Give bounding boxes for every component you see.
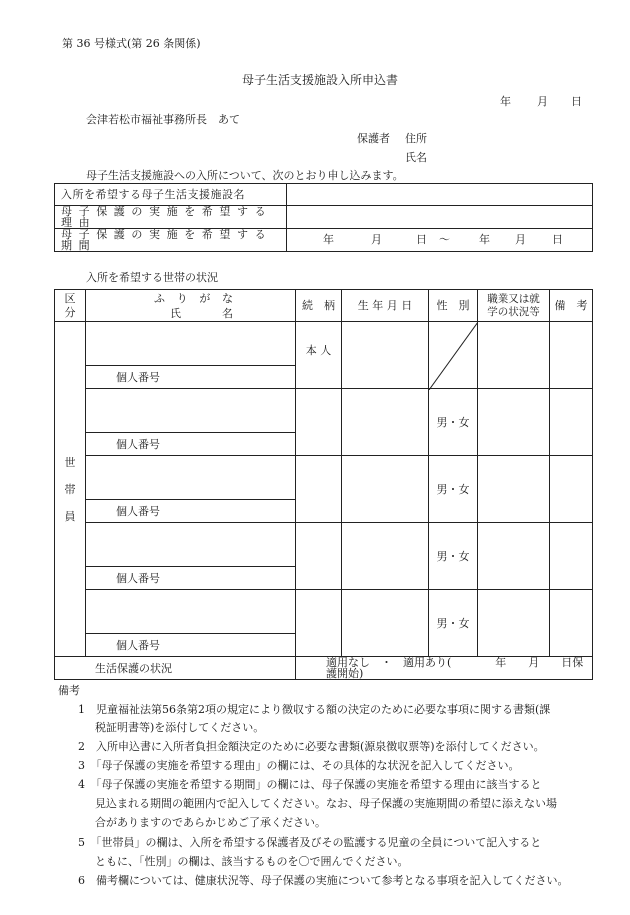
member-row — [55, 590, 593, 634]
name-field[interactable] — [86, 389, 296, 433]
job-field[interactable] — [478, 389, 550, 456]
furigana-char: が — [199, 291, 211, 305]
kojin-bango-label: 個人番号 — [86, 567, 296, 590]
remarks-field[interactable] — [550, 590, 593, 657]
job-header — [478, 290, 550, 322]
facility-field[interactable] — [287, 184, 593, 206]
note-line: 見込まれる期間の範囲内で記入してください。なお、母子保護の実施期間の希望に添えない場 — [95, 797, 557, 810]
household-table — [54, 289, 593, 680]
welfare-row — [55, 657, 593, 680]
name-label: 氏名 — [405, 151, 427, 164]
birth-field[interactable] — [342, 322, 429, 389]
remarks-field[interactable] — [550, 389, 593, 456]
shimei-char: 氏 — [170, 306, 181, 320]
shimei-char: 名 — [222, 306, 233, 320]
birth-field[interactable] — [342, 389, 429, 456]
zokugara-field[interactable] — [296, 389, 342, 456]
address-label: 住所 — [405, 132, 427, 145]
reason-row — [55, 206, 593, 229]
kubun-1: 区 — [64, 292, 76, 305]
welfare-value[interactable]: 適用なし ・ 適用あり( 年 月 日保護開始) — [296, 657, 593, 680]
facility-label-text: 入所を希望する母子生活支援施設名 — [61, 188, 245, 201]
name-field[interactable] — [86, 590, 296, 634]
note-line: 4 「母子保護の実施を希望する期間」の欄には、母子保護の実施を希望する理由に該当すると — [78, 778, 542, 791]
kojin-bango-label: 個人番号 — [86, 433, 296, 456]
notes-heading: 備考 — [58, 684, 80, 697]
job-field[interactable] — [478, 590, 550, 657]
note-line: 1 児童福祉法第56条第2項の規定により徴収する額の決定のために必要な事項に関する書類(課 — [78, 703, 551, 716]
side-label — [55, 322, 86, 657]
sex-header: 性 別 — [429, 290, 478, 322]
sex-options[interactable]: 男・女 — [429, 590, 478, 657]
period-month-end: 月 — [515, 233, 526, 246]
note-line: 税証明書等)を添付してください。 — [95, 721, 265, 734]
header-row — [55, 290, 593, 322]
zokugara-self: 本 人 — [296, 322, 342, 389]
job-2: 学の状況等 — [487, 306, 540, 318]
furigana-char: り — [176, 291, 188, 305]
kubun-header — [55, 290, 86, 322]
household-caption: 入所を希望する世帯の状況 — [86, 271, 218, 284]
zokugara-field[interactable] — [296, 523, 342, 590]
birth-header: 生 年 月 日 — [342, 290, 429, 322]
birth-field[interactable] — [342, 456, 429, 523]
application-table — [54, 183, 593, 252]
sex-options[interactable]: 男・女 — [429, 523, 478, 590]
member-row — [55, 523, 593, 567]
zokugara-field[interactable] — [296, 590, 342, 657]
job-field[interactable] — [478, 322, 550, 389]
reason-label-text: 母子保護の実施を希望する理由 — [61, 205, 273, 229]
guardian-label: 保護者 — [357, 132, 390, 145]
birth-field[interactable] — [342, 590, 429, 657]
period-year-end: 年 — [479, 233, 490, 246]
side-char: 帯 — [64, 482, 76, 496]
note-line: 3 「母子保護の実施を希望する理由」の欄には、その具体的な状況を記入してください。 — [78, 759, 520, 772]
note-line: ともに、「性別」の欄は、該当するものを〇で囲んでください。 — [95, 855, 409, 868]
note-line: 合がありますのであらかじめご了承ください。 — [95, 816, 326, 829]
zokugara-field[interactable] — [296, 456, 342, 523]
addressee: 会津若松市福祉事務所長 あて — [86, 113, 240, 126]
period-tilde: ～ — [439, 233, 450, 246]
job-field[interactable] — [478, 456, 550, 523]
member-row — [55, 456, 593, 500]
kojin-bango-label: 個人番号 — [86, 500, 296, 523]
side-char: 世 — [64, 455, 76, 469]
slash-mark — [429, 322, 478, 390]
furigana-char: な — [221, 291, 233, 305]
period-label-text: 母子保護の実施を希望する期間 — [61, 228, 273, 252]
date-day: 日 — [571, 95, 582, 108]
side-char: 員 — [64, 509, 76, 523]
member-row — [55, 389, 593, 433]
reason-label — [55, 206, 287, 229]
note-line: 2 入所申込書に入所者負担金額決定のために必要な書類(源泉徴収票等)を添付してください。 — [78, 740, 545, 753]
period-row — [55, 229, 593, 252]
note-line: 6 備考欄については、健康状況等、母子保護の実施について参考となる事項を記入してください。 — [78, 874, 569, 887]
birth-field[interactable] — [342, 523, 429, 590]
period-month-start: 月 — [371, 233, 382, 246]
job-field[interactable] — [478, 523, 550, 590]
zokugara-header: 続 柄 — [296, 290, 342, 322]
facility-label — [55, 184, 287, 206]
reason-field[interactable] — [287, 206, 593, 229]
sex-options[interactable]: 男・女 — [429, 389, 478, 456]
period-label — [55, 229, 287, 252]
welfare-label: 生活保護の状況 — [55, 657, 296, 680]
kubun-2: 分 — [64, 306, 76, 319]
period-year-start: 年 — [323, 233, 334, 246]
period-day-start: 日 — [416, 233, 427, 246]
date-month: 月 — [537, 95, 548, 108]
member-row — [55, 322, 593, 366]
period-day-end: 日 — [552, 233, 563, 246]
period-field[interactable] — [287, 229, 593, 252]
remarks-field[interactable] — [550, 523, 593, 590]
form-title: 母子生活支援施設入所申込書 — [242, 73, 399, 87]
kojin-bango-label: 個人番号 — [86, 366, 296, 389]
sex-options[interactable]: 男・女 — [429, 456, 478, 523]
form-number: 第 36 号様式(第 26 条関係) — [62, 37, 201, 50]
kojin-bango-label: 個人番号 — [86, 634, 296, 657]
facility-row — [55, 184, 593, 206]
sex-slash-cell — [429, 322, 478, 389]
shimei-header — [86, 308, 295, 319]
furigana-header — [86, 293, 295, 304]
date-year: 年 — [500, 95, 511, 108]
remarks-header: 備 考 — [550, 290, 593, 322]
name-header — [86, 290, 296, 322]
name-field[interactable] — [86, 523, 296, 567]
name-field[interactable] — [86, 322, 296, 366]
intro-text: 母子生活支援施設への入所について、次のとおり申し込みます。 — [86, 169, 404, 182]
furigana-char: ふ — [154, 291, 165, 305]
job-1: 職業又は就 — [487, 292, 540, 305]
note-line: 5 「世帯員」の欄は、入所を希望する保護者及びその監護する児童の全員について記入すると — [78, 836, 542, 849]
remarks-field[interactable] — [550, 322, 593, 389]
name-field[interactable] — [86, 456, 296, 500]
remarks-field[interactable] — [550, 456, 593, 523]
